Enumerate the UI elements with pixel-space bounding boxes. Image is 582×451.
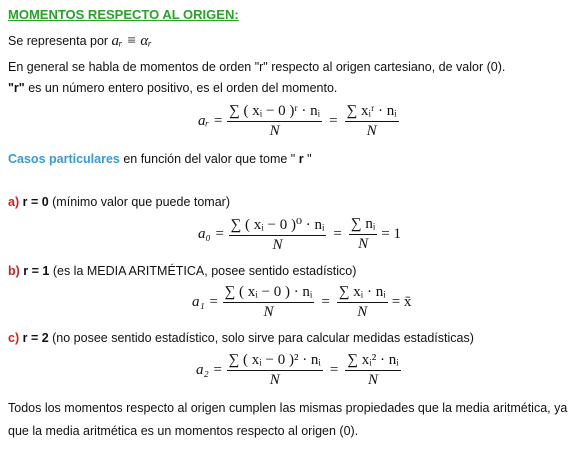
equation-lhs: a₁ = [192, 294, 219, 310]
equals-sign: = [329, 113, 338, 129]
notation-text: Se representa por [8, 34, 109, 48]
equation-result: = 1 [381, 226, 401, 242]
equation-result: = x̄ [391, 294, 412, 310]
denominator: N [263, 304, 274, 320]
order-line [8, 81, 337, 95]
case-a-label: a) [8, 195, 20, 209]
particular-cases-label: Casos particulares [8, 152, 120, 166]
equation-lhs: aᵣ = [198, 113, 224, 129]
equals-sign: = [329, 362, 339, 378]
case-a-description: (mínimo valor que puede tomar) [48, 195, 231, 209]
numerator: ∑ ( xᵢ − 0 ) · nᵢ [223, 284, 315, 303]
case-b-label: b) [8, 264, 20, 278]
case-c-line [8, 331, 474, 345]
numerator: ∑ nᵢ [349, 216, 377, 235]
general-moment-equation [198, 103, 403, 140]
case-b-line [8, 264, 356, 278]
denominator: N [368, 372, 379, 388]
numerator: ∑ xᵢ² · nᵢ [345, 352, 400, 371]
denominator: N [358, 236, 369, 252]
particular-cases-text: en función del valor que tome " [119, 152, 299, 166]
order-text: es un número entero positivo, es el orden del momento. [24, 81, 338, 95]
denominator: N [357, 304, 368, 320]
equation-lhs: a₂ = [196, 362, 223, 378]
equals-sign: = [333, 226, 342, 242]
case-b-equation [192, 284, 411, 321]
numerator: ∑ xᵢ · nᵢ [337, 284, 388, 303]
case-b-description: (es la MEDIA ARITMÉTICA, posee sentido estadístico) [49, 264, 357, 278]
fraction [227, 352, 323, 389]
case-b-condition: r = 1 [23, 264, 50, 278]
conclusion-line-2: que la media aritmética es un momentos respecto al origen (0). [8, 424, 359, 438]
fraction [229, 215, 327, 254]
definition-line: En general se habla de momentos de orden "r" respecto al origen cartesiano, de valor (0). [8, 60, 506, 74]
equation-lhs: a₀ = [198, 226, 225, 242]
denominator: N [269, 123, 280, 139]
case-a-equation [198, 215, 401, 254]
case-c-condition: r = 2 [22, 331, 49, 345]
fraction [227, 103, 322, 140]
numerator: ∑ ( xᵢ − 0 )ʳ · nᵢ [227, 103, 322, 122]
fraction [223, 284, 315, 321]
numerator: ∑ ( xᵢ − 0 )² · nᵢ [227, 352, 323, 371]
numerator: ∑ ( xᵢ − 0 )⁰ · nᵢ [229, 215, 327, 236]
fraction [345, 352, 400, 389]
notation-formula: aᵣ ≡ αᵣ [111, 33, 152, 49]
case-a-condition: r = 0 [22, 195, 49, 209]
particular-cases-end: " [303, 152, 312, 166]
case-c-label: c) [8, 331, 20, 345]
page-title: MOMENTOS RESPECTO AL ORIGEN: [8, 7, 239, 22]
fraction [337, 284, 388, 321]
denominator: N [366, 123, 377, 139]
denominator: N [269, 372, 280, 388]
notation-line [8, 33, 152, 50]
denominator: N [272, 237, 283, 253]
numerator: ∑ xᵢʳ · nᵢ [345, 103, 399, 122]
equals-sign: = [321, 294, 330, 310]
order-symbol: r [298, 152, 304, 166]
particular-cases-line [8, 152, 312, 166]
case-a-line [8, 195, 230, 209]
fraction [345, 103, 399, 140]
case-c-description: (no posee sentido estadístico, solo sirve para calcular medidas estadísticas) [48, 331, 474, 345]
conclusion-line-1: Todos los momentos respecto al origen cumplen las mismas propiedades que la media aritmética, ya [8, 401, 568, 415]
case-c-equation [196, 352, 405, 389]
fraction [349, 216, 377, 253]
order-symbol: "r" [8, 81, 25, 95]
